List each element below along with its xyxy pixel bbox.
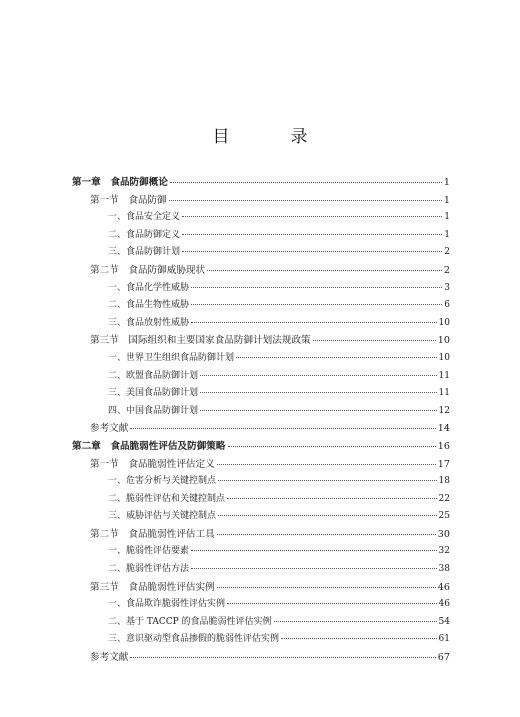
toc-entry-page: 22 (438, 493, 450, 504)
toc-entry[interactable] (72, 227, 450, 245)
toc-entry-label: 第一节 食品脆弱性评估定义 (90, 458, 215, 470)
toc-entry[interactable] (72, 420, 450, 438)
page-title: 目 录 (212, 127, 330, 147)
toc-entry[interactable] (72, 596, 450, 614)
toc-leader-dots (182, 251, 442, 252)
toc-entry[interactable] (72, 209, 450, 227)
toc-entry-page: 3 (444, 282, 450, 293)
toc-entry-label: 一、食品化学性威胁 (108, 282, 190, 293)
toc-leader-dots (191, 568, 437, 569)
toc-entry[interactable] (72, 614, 450, 632)
toc-entry[interactable] (72, 244, 450, 262)
toc-entry-label: 三、美国食品防御计划 (108, 388, 199, 399)
toc-entry-page: 1 (444, 229, 450, 240)
toc-leader-dots (218, 480, 437, 481)
toc-leader-dots (227, 603, 437, 604)
toc-entry[interactable] (72, 350, 450, 368)
toc-entry-page: 11 (438, 388, 450, 399)
table-of-contents (72, 174, 450, 667)
toc-entry[interactable] (72, 368, 450, 386)
toc-entry-label: 三、意识驱动型食品掺假的脆弱性评估实例 (108, 634, 280, 645)
toc-entry-label: 三、食品放射性威胁 (108, 317, 190, 328)
toc-entry-label: 二、欧盟食品防御计划 (108, 370, 199, 381)
toc-entry-label: 参考文献 (90, 423, 129, 435)
toc-leader-dots (218, 515, 437, 516)
toc-entry-page: 12 (438, 405, 450, 416)
toc-entry[interactable] (72, 403, 450, 421)
toc-entry[interactable] (72, 649, 450, 667)
toc-entry[interactable] (72, 543, 450, 561)
toc-entry[interactable] (72, 262, 450, 280)
toc-leader-dots (281, 638, 437, 639)
toc-entry-label: 第二节 食品脆弱性评估工具 (90, 528, 215, 540)
toc-entry-label: 参考文献 (90, 652, 129, 664)
toc-entry[interactable] (72, 579, 450, 597)
toc-leader-dots (200, 392, 437, 393)
toc-entry-label: 四、中国食品防御计划 (108, 405, 199, 416)
toc-entry-label: 二、脆弱性评估和关键控制点 (108, 493, 226, 504)
toc-leader-dots (182, 216, 442, 217)
toc-entry-page: 38 (438, 564, 450, 575)
toc-entry-page: 54 (438, 616, 450, 627)
toc-entry-label: 一、食品欺诈脆弱性评估实例 (108, 599, 226, 610)
toc-entry-page: 2 (444, 247, 450, 258)
toc-entry-page: 2 (443, 264, 450, 276)
toc-entry-page: 6 (444, 300, 450, 311)
toc-leader-dots (191, 287, 442, 288)
toc-entry-label: 第二章 食品脆弱性评估及防御策略 (72, 440, 226, 452)
toc-entry-label: 第三节 食品脆弱性评估实例 (90, 581, 215, 593)
toc-entry-page: 30 (437, 528, 450, 540)
toc-leader-dots (200, 410, 437, 411)
toc-entry-label: 第二节 食品防御威胁现状 (90, 264, 206, 276)
toc-leader-dots (169, 200, 442, 201)
toc-entry-page: 1 (443, 194, 450, 206)
toc-entry[interactable] (72, 508, 450, 526)
toc-entry-page: 46 (437, 581, 450, 593)
toc-entry[interactable] (72, 297, 450, 315)
toc-entry-label: 三、食品防御计划 (108, 247, 181, 258)
toc-entry-page: 11 (438, 370, 450, 381)
toc-entry-label: 二、食品生物性威胁 (108, 300, 190, 311)
toc-leader-dots (191, 304, 442, 305)
toc-entry[interactable] (72, 315, 450, 333)
toc-entry[interactable] (72, 526, 450, 544)
toc-entry-page: 10 (437, 335, 450, 347)
toc-entry-label: 第一节 食品防御 (90, 194, 167, 206)
toc-leader-dots (228, 446, 436, 447)
toc-leader-dots (191, 550, 437, 551)
toc-leader-dots (227, 498, 437, 499)
toc-entry-page: 46 (438, 599, 450, 610)
toc-entry[interactable] (72, 438, 450, 456)
toc-entry-label: 第三节 国际组织和主要国家食品防御计划法规政策 (90, 335, 311, 347)
toc-leader-dots (274, 621, 437, 622)
toc-entry-label: 一、世界卫生组织食品防御计划 (108, 352, 235, 363)
toc-entry-page: 61 (438, 634, 450, 645)
toc-entry-label: 二、脆弱性评估方法 (108, 564, 190, 575)
toc-entry-page: 18 (438, 476, 450, 487)
toc-entry[interactable] (72, 561, 450, 579)
toc-leader-dots (313, 340, 436, 341)
toc-entry-label: 二、食品防御定义 (108, 229, 181, 240)
toc-entry-page: 67 (437, 652, 450, 664)
toc-entry[interactable] (72, 280, 450, 298)
toc-leader-dots (130, 657, 435, 658)
toc-entry[interactable] (72, 473, 450, 491)
toc-entry-page: 1 (444, 212, 450, 223)
toc-entry-label: 第一章 食品防御概论 (72, 177, 168, 188)
toc-entry-page: 1 (443, 177, 450, 188)
toc-leader-dots (217, 534, 436, 535)
toc-leader-dots (217, 587, 436, 588)
toc-entry-page: 16 (437, 440, 450, 452)
toc-leader-dots (130, 428, 435, 429)
toc-leader-dots (217, 464, 436, 465)
toc-entry[interactable] (72, 631, 450, 649)
toc-entry-label: 一、脆弱性评估要素 (108, 546, 190, 557)
toc-entry[interactable] (72, 192, 450, 210)
toc-entry-label: 二、基于 TACCP 的食品脆弱性评估实例 (108, 616, 272, 627)
toc-entry-label: 三、威胁评估与关键控制点 (108, 511, 217, 522)
toc-leader-dots (236, 357, 437, 358)
toc-entry-page: 14 (437, 423, 450, 435)
toc-entry-page: 10 (438, 317, 450, 328)
toc-entry-label: 一、危害分析与关键控制点 (108, 476, 217, 487)
toc-leader-dots (182, 234, 442, 235)
toc-entry[interactable] (72, 174, 450, 192)
toc-leader-dots (191, 322, 437, 323)
toc-entry[interactable] (72, 456, 450, 474)
toc-entry-page: 32 (438, 546, 450, 557)
toc-entry[interactable] (72, 491, 450, 509)
toc-entry[interactable] (72, 385, 450, 403)
toc-leader-dots (170, 182, 442, 183)
toc-leader-dots (200, 375, 437, 376)
toc-entry-page: 25 (438, 511, 450, 522)
toc-entry-label: 一、食品安全定义 (108, 212, 181, 223)
toc-leader-dots (207, 270, 442, 271)
toc-entry-page: 10 (438, 352, 450, 363)
toc-entry-page: 17 (437, 458, 450, 470)
toc-entry[interactable] (72, 332, 450, 350)
